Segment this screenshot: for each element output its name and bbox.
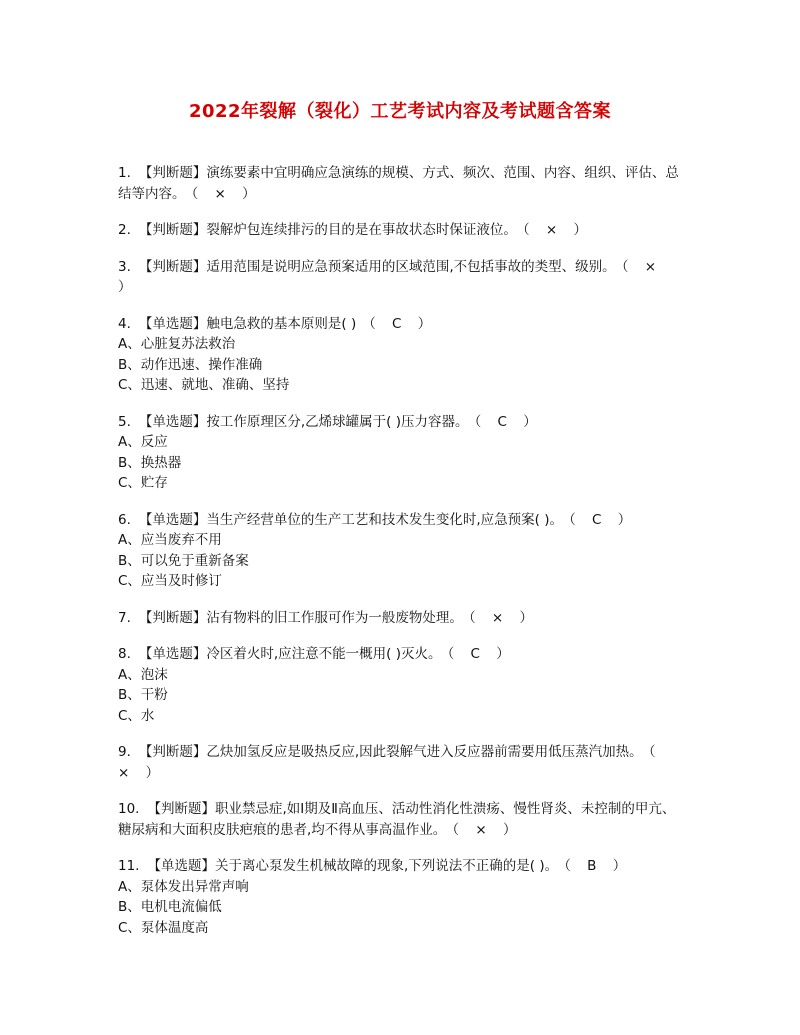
question-item — [118, 314, 683, 396]
question-answer: （ × ） — [191, 185, 262, 202]
question-stem — [118, 314, 683, 335]
question-number: 11. — [118, 858, 140, 874]
question-stem — [118, 510, 683, 531]
question-item — [118, 608, 683, 629]
question-number: 1. — [118, 165, 131, 181]
question-item — [118, 412, 683, 494]
question-stem — [118, 799, 683, 840]
question-number: 8. — [118, 646, 131, 662]
question-number: 2. — [118, 222, 131, 238]
question-text: 【判断题】乙炔加氢反应是吸热反应,因此裂解气进入反应器前需要用低压蒸汽加热。 — [138, 744, 643, 760]
option-a: A、心脏复苏法救治 — [118, 336, 236, 352]
question-answer: （ × ） — [468, 609, 540, 626]
question-answer: （ C ） — [362, 315, 438, 332]
question-answer: （ C ） — [474, 413, 543, 430]
question-text: 【判断题】适用范围是说明应急预案适用的区域范围,不包括事故的类型、级别。 — [138, 258, 616, 275]
question-answer: （ × ） — [118, 258, 663, 295]
question-list — [118, 163, 683, 954]
question-answer: （ × ） — [118, 744, 662, 781]
question-stem — [118, 856, 683, 877]
option-b: B、可以免于重新备案 — [118, 552, 249, 569]
question-number: 7. — [118, 609, 131, 626]
question-answer: （ × ） — [522, 222, 594, 238]
question-stem — [118, 412, 683, 433]
option-c: C、应当及时修订 — [118, 573, 222, 589]
question-item — [118, 644, 683, 726]
option-c: C、水 — [118, 707, 155, 724]
question-text: 【单选题】关于离心泵发生机械故障的现象,下列说法不正确的是( )。 — [147, 858, 559, 874]
document-title: 2022年裂解（裂化）工艺考试内容及考试题含答案 — [188, 101, 612, 122]
question-answer: （ × ） — [452, 821, 523, 838]
option-b: B、干粉 — [118, 687, 168, 703]
question-text: 【单选题】冷区着火时,应注意不能一概用( )灭火。 — [138, 646, 442, 662]
question-answer: （ C ） — [569, 511, 638, 528]
option-c: C、泵体温度高 — [118, 919, 209, 936]
question-stem — [118, 644, 683, 665]
question-item — [118, 257, 683, 298]
question-text: 【单选题】按工作原理区分,乙烯球罐属于( )压力容器。 — [138, 413, 469, 430]
question-number: 9. — [118, 744, 131, 760]
option-c: C、贮存 — [118, 475, 168, 491]
question-number: 6. — [118, 511, 131, 528]
question-item — [118, 220, 683, 241]
option-a: A、反应 — [118, 434, 168, 450]
question-text: 【单选题】当生产经营单位的生产工艺和技术发生变化时,应急预案( )。 — [138, 511, 564, 528]
option-a: A、泡沫 — [118, 666, 168, 683]
question-stem — [118, 220, 683, 241]
question-text: 【判断题】沾有物料的旧工作服可作为一般废物处理。 — [138, 609, 463, 626]
question-item — [118, 510, 683, 592]
question-stem — [118, 163, 683, 204]
option-b: B、换热器 — [118, 454, 182, 471]
question-text: 【判断题】职业禁忌症,如Ⅰ期及Ⅱ高血压、活动性消化性溃疡、慢性肾炎、未控制的甲亢、糖尿病和大面积皮肤疤痕的患者,均不得从事高温作业。 — [118, 801, 676, 838]
question-stem — [118, 742, 683, 783]
option-a: A、应当废弃不用 — [118, 532, 222, 548]
option-b: B、动作迅速、操作准确 — [118, 356, 263, 373]
question-stem — [118, 608, 683, 629]
question-stem — [118, 257, 683, 298]
question-number: 5. — [118, 413, 131, 430]
question-text: 【判断题】演练要素中宜明确应急演练的规模、方式、频次、范围、内容、组织、评估、总结等内容。 — [118, 165, 679, 202]
question-number: 3. — [118, 258, 131, 275]
question-item — [118, 799, 683, 840]
question-text: 【判断题】裂解炉包连续排污的目的是在事故状态时保证液位。 — [138, 222, 517, 238]
option-c: C、迅速、就地、准确、坚持 — [118, 377, 290, 393]
question-answer: （ C ） — [447, 646, 516, 662]
question-item — [118, 856, 683, 938]
question-answer: （ B ） — [564, 858, 633, 874]
option-b: B、电机电流偏低 — [118, 899, 222, 915]
option-a: A、泵体发出异常声响 — [118, 878, 249, 895]
question-text: 【单选题】触电急救的基本原则是( ) — [138, 315, 357, 332]
question-number: 4. — [118, 315, 131, 332]
question-item — [118, 742, 683, 783]
question-number: 10. — [118, 801, 140, 817]
question-item — [118, 163, 683, 204]
